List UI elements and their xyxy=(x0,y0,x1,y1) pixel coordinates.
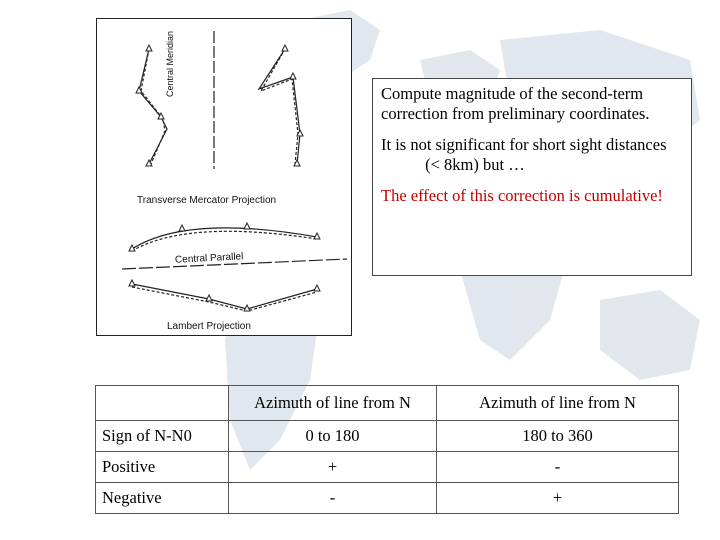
lambert-lower-traverse-dashed xyxy=(132,287,317,311)
callout-paragraph-1: Compute magnitude of the second-term correction from preliminary coordinates. xyxy=(381,84,650,123)
station-marker xyxy=(244,223,250,229)
table-cell: - xyxy=(437,452,679,483)
lambert-lower-traverse xyxy=(132,284,317,309)
table-header-cell xyxy=(96,386,229,421)
tm-right-traverse xyxy=(259,49,300,164)
lambert-upper-curve-dashed xyxy=(132,231,317,251)
sign-table xyxy=(95,385,679,514)
station-marker xyxy=(129,280,135,286)
table-header-cell: Azimuth of line from N xyxy=(229,386,437,421)
table-cell: Sign of N-N0 xyxy=(96,421,229,452)
callout-paragraph-2-part-1: It is not significant for short sight distances xyxy=(381,135,667,154)
table-row xyxy=(96,421,679,452)
callout-paragraph-2 xyxy=(381,135,683,175)
table-cell: - xyxy=(229,483,437,514)
tm-projection-caption: Transverse Mercator Projection xyxy=(137,195,277,206)
explanation-callout xyxy=(372,78,692,276)
station-marker xyxy=(146,45,152,51)
table-cell: Positive xyxy=(96,452,229,483)
table-header-row xyxy=(96,386,679,421)
table-header-cell: Azimuth of line from N xyxy=(437,386,679,421)
table-cell: Negative xyxy=(96,483,229,514)
table-cell: 180 to 360 xyxy=(437,421,679,452)
tm-right-traverse-dashed xyxy=(261,49,298,164)
lambert-projection-caption: Lambert Projection xyxy=(167,321,251,332)
callout-paragraph-2-part-2: (< 8km) but … xyxy=(425,155,525,174)
table-cell: + xyxy=(229,452,437,483)
station-marker xyxy=(290,73,296,79)
projection-figure xyxy=(96,18,352,336)
central-meridian-label: Central Meridian xyxy=(165,30,175,97)
table-cell: 0 to 180 xyxy=(229,421,437,452)
central-parallel-label: Central Parallel xyxy=(174,251,244,266)
table-cell: + xyxy=(437,483,679,514)
australia-shape xyxy=(600,290,700,380)
station-marker xyxy=(314,233,320,239)
table-row xyxy=(96,452,679,483)
callout-paragraph-3: The effect of this correction is cumulative! xyxy=(381,186,663,205)
station-marker xyxy=(314,285,320,291)
table-row xyxy=(96,483,679,514)
station-marker xyxy=(282,45,288,51)
projection-diagram xyxy=(97,19,353,337)
station-marker xyxy=(179,225,185,231)
